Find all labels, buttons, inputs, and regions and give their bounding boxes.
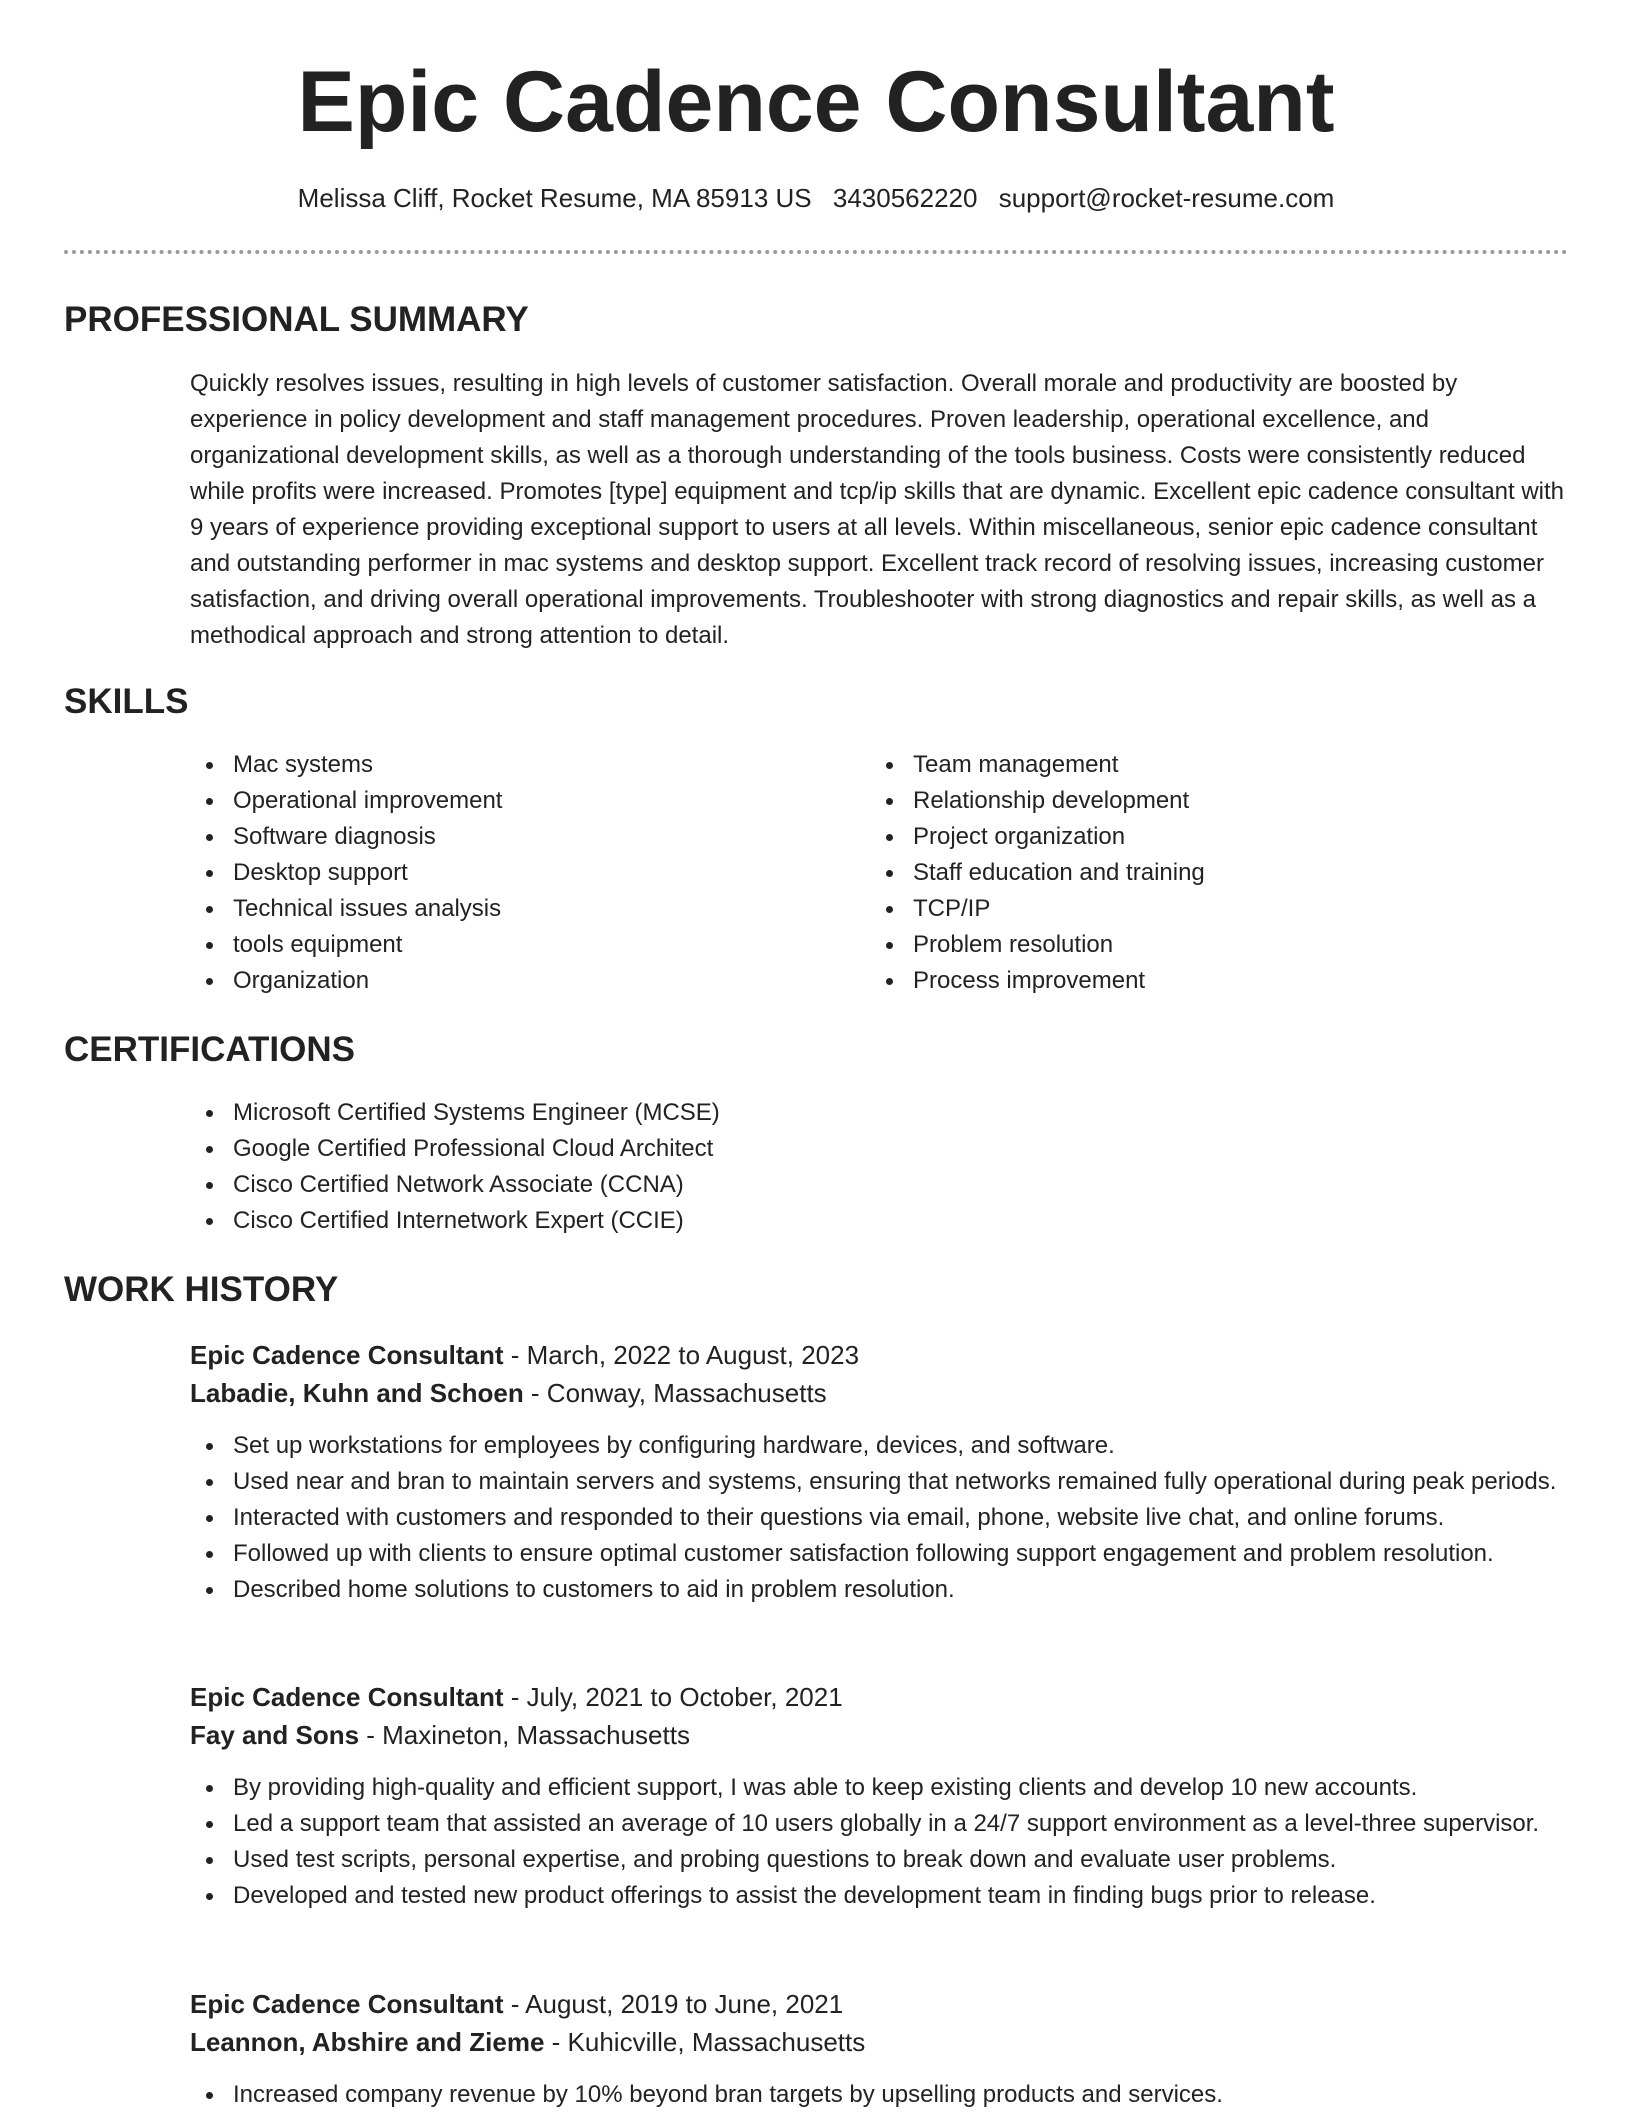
skills-list-left [190,747,830,999]
job-entry [190,1985,1568,2113]
resume-title: Epic Cadence Consultant [297,54,1335,150]
skill-item: Software diagnosis [190,819,830,855]
section-title-summary: PROFESSIONAL SUMMARY [64,300,529,339]
skill-item: Operational improvement [190,783,830,819]
section-title-skills: SKILLS [64,682,189,721]
job-entry [190,1336,1568,1608]
job-bullet: Followed up with clients to ensure optimal customer satisfaction following support engagement and problem resolution. [190,1536,1568,1572]
job-title: Epic Cadence Consultant [190,1989,504,2019]
job-title-line [190,1678,1568,1716]
job-company-line [190,2023,1568,2061]
job-location: - Maxineton, Massachusetts [359,1720,690,1750]
section-title-work-history: WORK HISTORY [64,1270,339,1309]
certification-item: Cisco Certified Internetwork Expert (CCIE) [190,1203,1568,1239]
skill-item: Team management [870,747,1570,783]
job-company: Leannon, Abshire and Zieme [190,2027,545,2057]
job-entry [190,1678,1568,1914]
job-bullet: Interacted with customers and responded to their questions via email, phone, website live chat, and online forums. [190,1500,1568,1536]
skill-item: Staff education and training [870,855,1570,891]
contact-phone: 3430562220 [832,183,978,213]
contact-line [0,180,1632,216]
job-dates: - August, 2019 to June, 2021 [503,1989,844,2019]
job-bullet: Set up workstations for employees by configuring hardware, devices, and software. [190,1428,1568,1464]
job-bullets [190,1770,1568,1914]
certification-item: Microsoft Certified Systems Engineer (MCSE) [190,1095,1568,1131]
contact-address: Melissa Cliff, Rocket Resume, MA 85913 US [297,183,812,213]
skill-item: tools equipment [190,927,830,963]
job-title: Epic Cadence Consultant [190,1340,504,1370]
job-bullet: Used test scripts, personal expertise, and probing questions to break down and evaluate user problems. [190,1842,1568,1878]
job-title-line [190,1985,1568,2023]
contact-email: support@rocket-resume.com [998,183,1335,213]
job-company-line [190,1374,1568,1412]
certifications-list [190,1095,1568,1239]
job-title-line [190,1336,1568,1374]
job-company: Labadie, Kuhn and Schoen [190,1378,524,1408]
job-company: Fay and Sons [190,1720,360,1750]
job-bullet: By providing high-quality and efficient support, I was able to keep existing clients and develop 10 new accounts. [190,1770,1568,1806]
job-title: Epic Cadence Consultant [190,1682,504,1712]
skill-item: Process improvement [870,963,1570,999]
skill-item: Organization [190,963,830,999]
job-bullet: Led a support team that assisted an average of 10 users globally in a 24/7 support environment as a level-three supervisor. [190,1806,1568,1842]
job-dates: - March, 2022 to August, 2023 [503,1340,860,1370]
certification-item: Cisco Certified Network Associate (CCNA) [190,1167,1568,1203]
job-location: - Conway, Massachusetts [523,1378,827,1408]
job-location: - Kuhicville, Massachusetts [544,2027,866,2057]
skill-item: Relationship development [870,783,1570,819]
job-bullet: Developed and tested new product offerings to assist the development team in finding bugs prior to release. [190,1878,1568,1914]
skill-item: Technical issues analysis [190,891,830,927]
job-bullets [190,2077,1568,2113]
job-dates: - July, 2021 to October, 2021 [503,1682,843,1712]
header-divider [64,250,1568,254]
certification-item: Google Certified Professional Cloud Architect [190,1131,1568,1167]
job-company-line [190,1716,1568,1754]
skill-item: TCP/IP [870,891,1570,927]
job-bullet: Described home solutions to customers to aid in problem resolution. [190,1572,1568,1608]
summary-text: Quickly resolves issues, resulting in high levels of customer satisfaction. Overall morale and productivity are boosted by experience in policy development and staff management procedures. Proven leadership, operational excellence, and organizational development skills, as well as a thorough understanding of the tools business. Costs were consistently reduced while profits were increased. Promotes [type] equipment and tcp/ip skills that are dynamic. Excellent epic cadence consultant with 9 years of experience providing exceptional support to users at all levels. Within miscellaneous, senior epic cadence consultant and outstanding performer in mac systems and desktop support. Excellent track record of resolving issues, increasing customer satisfaction, and driving overall operational improvements. Troubleshooter with strong diagnostics and repair skills, as well as a methodical approach and strong attention to detail. [190,370,1565,649]
skill-item: Project organization [870,819,1570,855]
skills-list-right [870,747,1570,999]
skill-item: Desktop support [190,855,830,891]
job-bullet: Used near and bran to maintain servers and systems, ensuring that networks remained fully operational during peak periods. [190,1464,1568,1500]
job-bullets [190,1428,1568,1608]
skill-item: Problem resolution [870,927,1570,963]
section-title-certifications: CERTIFICATIONS [64,1030,356,1069]
skill-item: Mac systems [190,747,830,783]
job-bullet: Increased company revenue by 10% beyond bran targets by upselling products and services. [190,2077,1568,2113]
